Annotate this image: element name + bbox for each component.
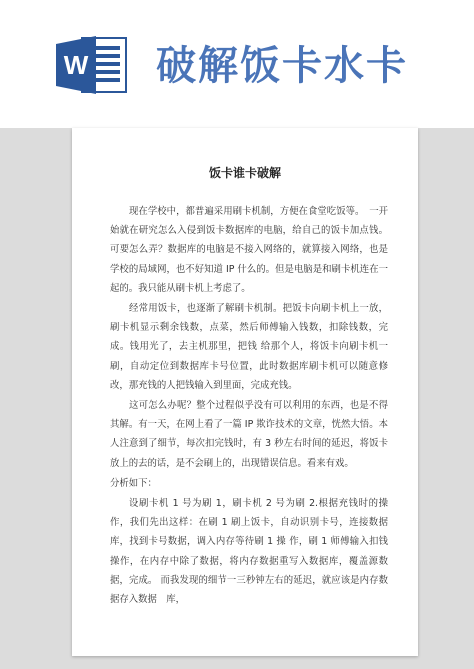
word-document-icon (56, 36, 128, 94)
document-page (72, 128, 418, 656)
paragraph: 经常用饭卡，也逐渐了解刷卡机制。把饭卡向刷卡机上一放，刷卡机显示剩余钱数，点菜，然后师傅输入钱数，扣除钱数，完成。钱用光了，去主机那里，把钱 给那个人，将饭卡向刷卡机一刷，自动定位到数据库卡号位置，此时数据库刷卡机可以随意修改，那充钱的人把钱输入到里面，完成充钱。 (110, 303, 388, 391)
paragraph: 分析如下： (110, 477, 157, 489)
document-title: 饭卡谁卡破解 (208, 166, 281, 180)
paragraph: 设刷卡机 1 号为刷 1，刷卡机 2 号为刷 2.根据充钱时的操作，我们先出这样：在刷 1 刷上饭卡，自动识别卡号，连接数据库，找到卡号数据，调入内存等待刷 1 操 作，刷 1 师傅输入扣钱操作，在内存中除了数据，将内存数据重写入数据库，覆盖源数据，完成。 而我发现的细节一三秒钟左右的延迟，就应该是内存数据存入数据 库， (110, 498, 388, 606)
paragraph: 这可怎么办呢？整个过程似乎没有可以利用的东西，也是不得其解。有一天，在网上看了一篇 IP 欺诈技术的文章，恍然大悟。本人注意到了细节，每次扣完钱时，有 3 秒左右时间的延迟，将饭卡放上的去的话，是不会刷上的，出现错误信息。看来有戏。 (110, 400, 388, 469)
paragraph: 现在学校中，都普遍采用刷卡机制，方便在食堂吃饭等。 一开始就在研究怎么入侵到饭卡数据库的电脑，给自己的饭卡加点钱。可要怎么弄？数据库的电脑是不接入网络的，就算接入网络，也是学校的局域网，也不好知道 IP 什么的。但是电脑是和刷卡机连在一起的。我只能从刷卡机上考虑了。 (110, 206, 388, 294)
banner-title: 破解饭卡水卡 (156, 43, 408, 89)
banner (0, 0, 474, 128)
document-body (110, 202, 388, 610)
svg-text:W: W (63, 50, 89, 80)
